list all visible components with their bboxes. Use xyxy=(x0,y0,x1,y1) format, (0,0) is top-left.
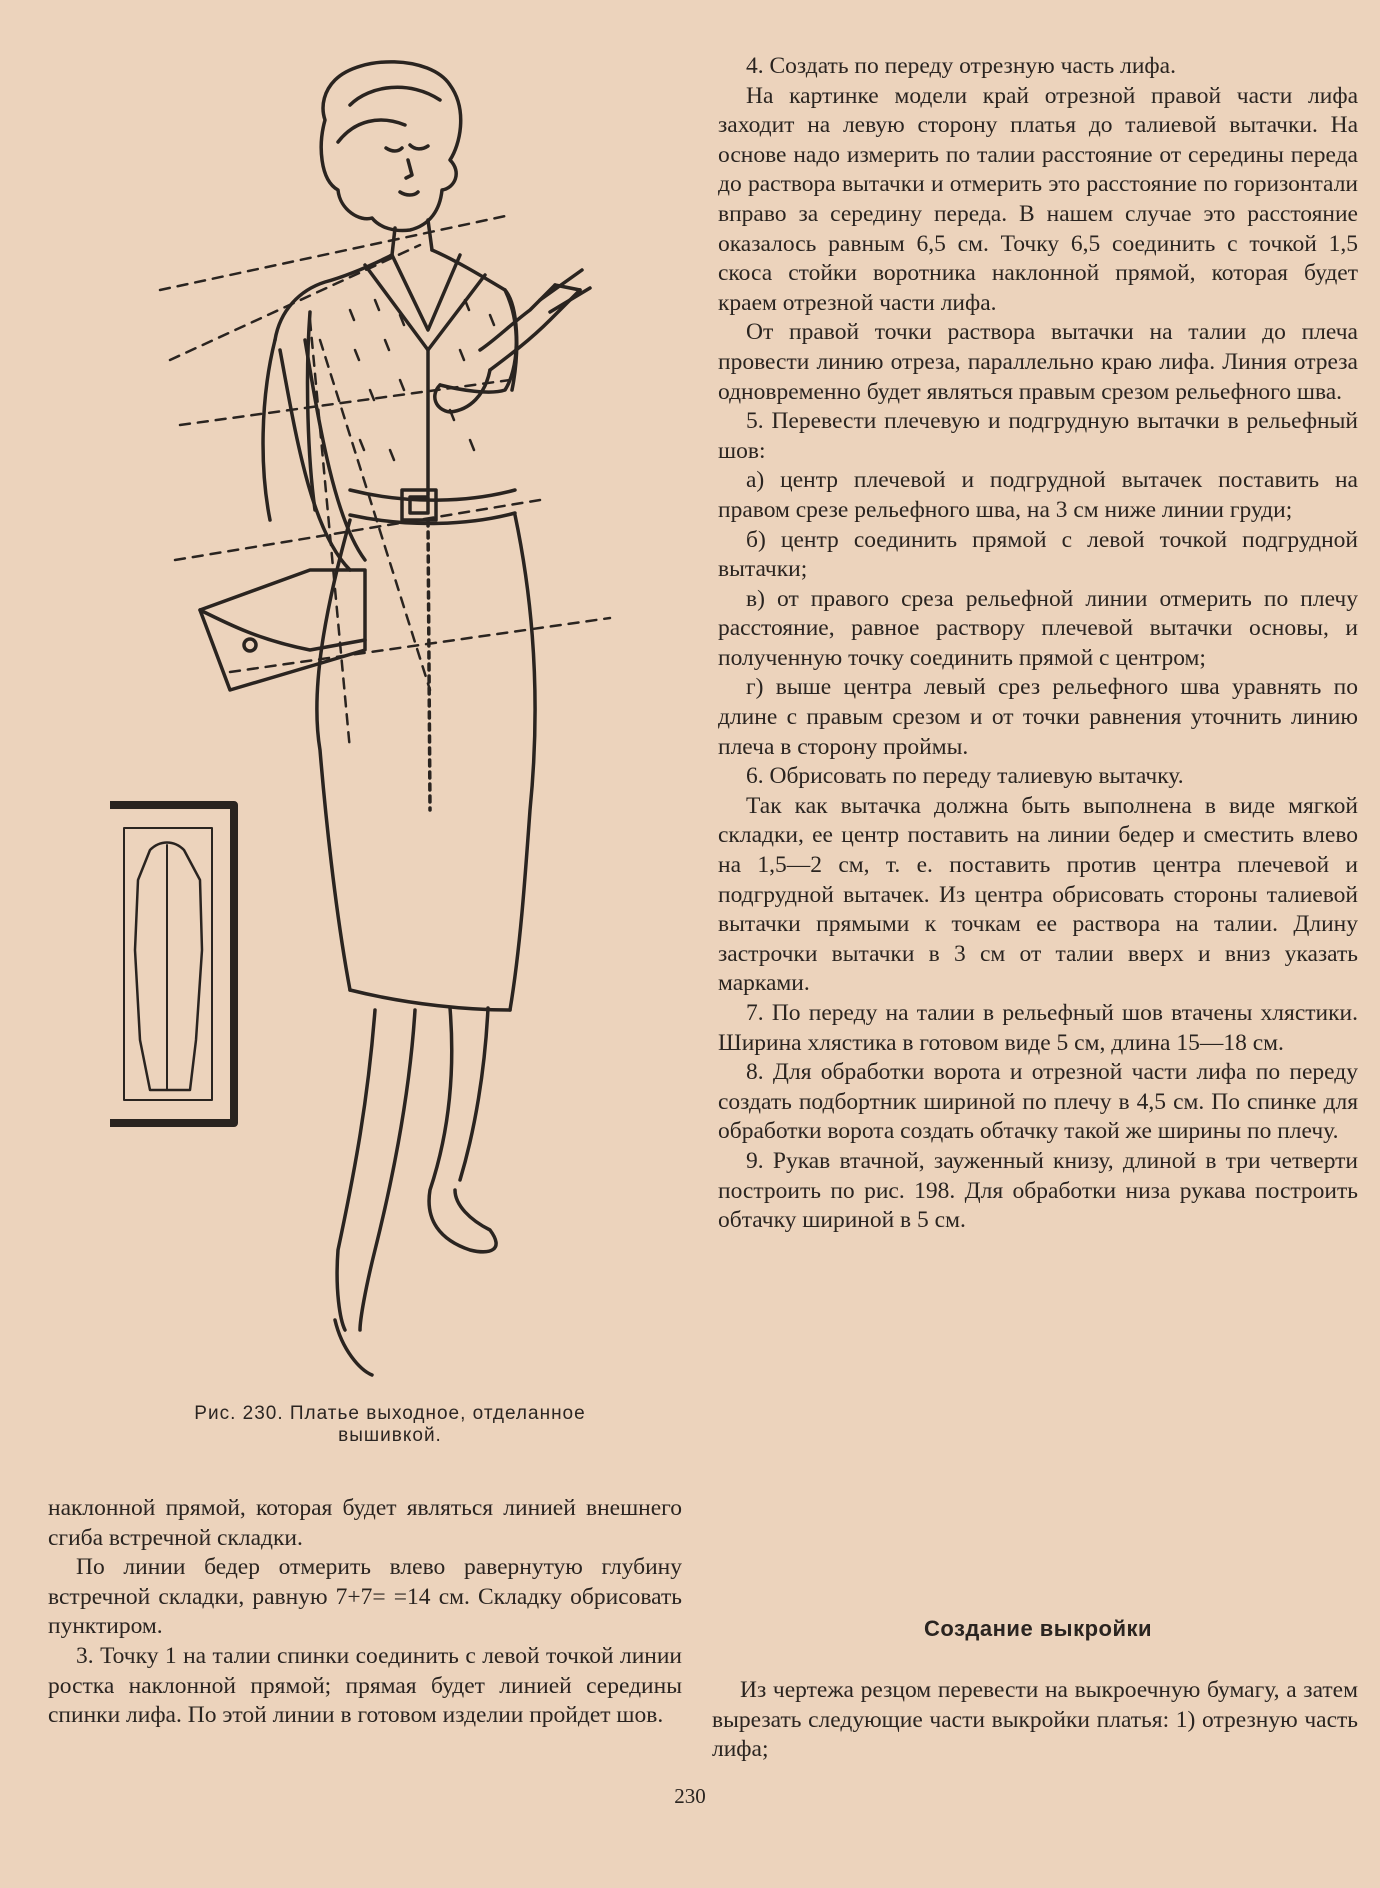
paragraph: 7. По переду на талии в рельефный шов втачены хлястики. Ширина хлястика в готовом виде 5 см, длина 15—18 см. xyxy=(718,1000,1358,1056)
paragraph: 8. Для обработки ворота и отрезной части лифа по переду создать подбортник шириной по плечу в 4,5 см. По спинке для обработки ворота создать обтачку такой же ширины по плечу. xyxy=(718,1059,1358,1145)
figure-head xyxy=(321,62,460,255)
paragraph: От правой точки раствора вытачки на талии до плеча провести линию отреза, параллельно краю лифа. Линия отреза одновременно будет являться правым срезом рельефного шва. xyxy=(718,319,1358,405)
dress-illustration xyxy=(110,50,630,1390)
figure-bodice xyxy=(263,250,517,523)
paragraph: На картинке модели край отрезной правой части лифа заходит на левую сторону платья до талиевой вытачки. На основе надо измерить по талии расстояние от середины переда до раствора вытачки и отмерить это расстояние по горизонтали вправо за середину переда. В нашем случае это расстояние оказалось равным 6,5 см. Точку 6,5 соединить с точкой 1,5 скоса стойки воротника наклонной прямой, которая будет краем отрезной части лифа. xyxy=(718,82,1358,316)
paragraph: 6. Обрисовать по переду талиевую вытачку. xyxy=(746,763,1184,790)
page-number: 230 xyxy=(674,1784,706,1808)
paragraph: 5. Перевести плечевую и подгрудную вытачки в рельефный шов: xyxy=(718,408,1358,464)
figure-caption xyxy=(110,1403,670,1447)
left-column-text xyxy=(48,1494,682,1731)
embroidery-motifs xyxy=(350,300,494,460)
paragraph: б) центр соединить прямой с левой точкой подгрудной вытачки; xyxy=(718,526,1358,583)
paragraph: По линии бедер отмерить влево равернутую глубину встречной складки, равную 7+7= =14 см. Складку обрисовать пунктиром. xyxy=(48,1554,682,1640)
paragraph: г) выше центра левый срез рельефного шва уравнять по длине с правым срезом и от точки равнения уточнить линию плеча в сторону проймы. xyxy=(718,674,1358,760)
inset-back-view xyxy=(110,805,234,1123)
paragraph: а) центр плечевой и подгрудной вытачек поставить на правом срезе рельефного шва, на 3 см ниже линии груди; xyxy=(718,467,1358,523)
figure-legs xyxy=(335,1008,496,1375)
caption-line: вышивкой. xyxy=(338,1425,442,1446)
caption-line: Рис. 230. Платье выходное, отделанное xyxy=(194,1403,586,1424)
paragraph: 4. Создать по переду отрезную часть лифа. xyxy=(746,53,1176,79)
bottom-paragraph-block xyxy=(712,1676,1358,1765)
figure-skirt xyxy=(317,515,535,1010)
right-column-text xyxy=(718,52,1358,1236)
section-heading: Создание выкройки xyxy=(923,1616,1153,1641)
paragraph: Из чертежа резцом перевести на выкроечную бумагу, а затем вырезать следующие части выкройки платья: 1) отрезную часть лифа; xyxy=(712,1677,1358,1763)
paragraph: Так как вытачка должна быть выполнена в виде мягкой складки, ее центр поставить на линии бедер и сместить влево на 1,5—2 см, т. е. поставить против центра плечевой и подгрудной вытачек. Из центра обрисовать стороны талиевой вытачки прямыми к точкам ее раствора на талии. Длину застрочки вытачки в 3 см от талии вверх и вниз указать марками. xyxy=(718,792,1358,997)
paragraph: наклонной прямой, которая будет являться линией внешнего сгиба встречной складки. xyxy=(48,1495,682,1551)
paragraph: 3. Точку 1 на талии спинки соединить с левой точкой линии ростка наклонной прямой; прямая будет линией середины спинки лифа. По этой линии в готовом изделии пройдет шов. xyxy=(48,1642,682,1729)
figure-handbag xyxy=(200,340,365,690)
paragraph: в) от правого среза рельефной линии отмерить по плечу расстояние, равное раствору плечевой вытачки основы, и полученную точку соединить прямой с центром; xyxy=(718,585,1358,671)
paragraph: 9. Рукав втачной, зауженный книзу, длиной в три четверти построить по рис. 198. Для обработки низа рукава построить обтачку шириной в 5 см. xyxy=(718,1147,1358,1234)
